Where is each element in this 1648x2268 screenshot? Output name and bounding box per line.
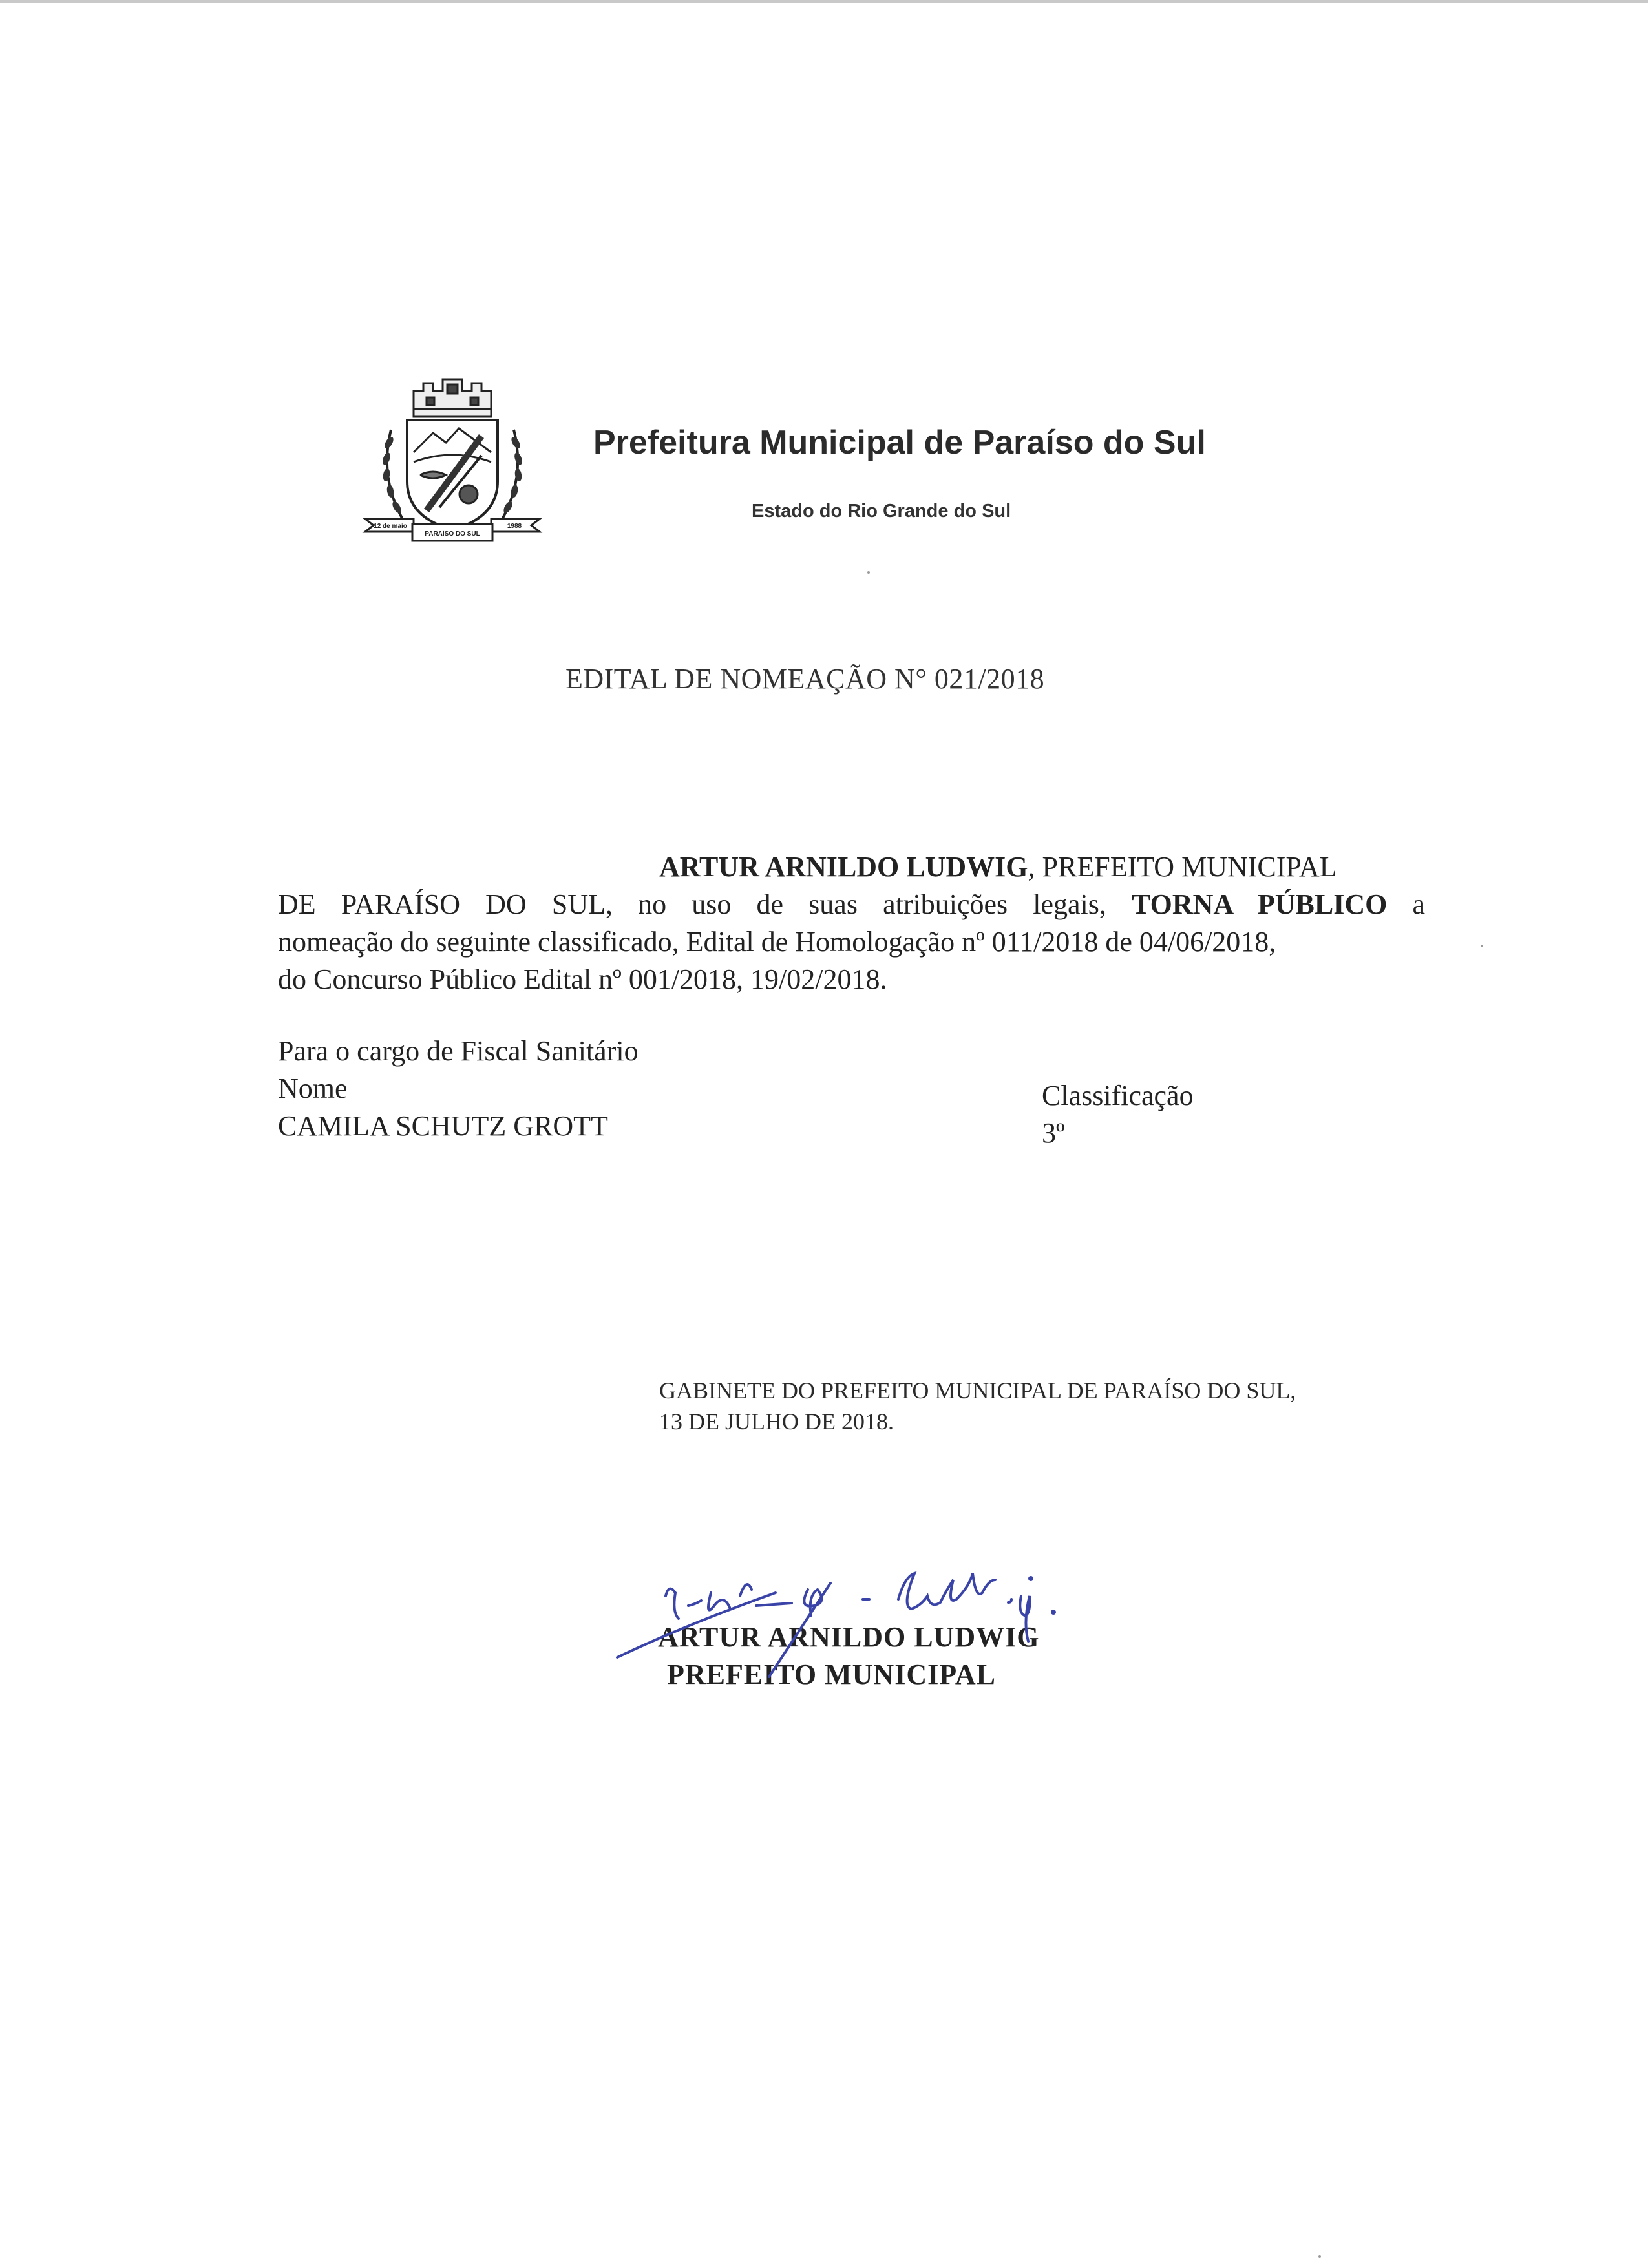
page-top-edge <box>0 0 1648 3</box>
body-line-2-start: DE PARAÍSO DO SUL, no uso de suas atribuições legais, <box>278 888 1106 920</box>
scan-speck <box>1318 2255 1321 2258</box>
municipal-coat-of-arms-icon <box>362 372 543 556</box>
signatory-name: ARTUR ARNILDO LUDWIG <box>658 1621 1040 1653</box>
mayor-name-bold: ARTUR ARNILDO LUDWIG <box>659 851 1028 883</box>
name-column-header: Nome <box>278 1073 348 1104</box>
crest-banner-left: 12 de maio <box>374 523 407 530</box>
state-subtitle: Estado do Rio Grande do Sul <box>752 501 1011 521</box>
municipality-title: Prefeitura Municipal de Paraíso do Sul <box>593 424 1206 461</box>
crest-banner-center: PARAÍSO DO SUL <box>425 530 480 538</box>
body-line-2-end: a <box>1412 888 1426 920</box>
issuing-office-date <box>659 1375 1296 1437</box>
scan-speck <box>867 571 870 574</box>
position-label: Para o cargo de Fiscal Sanitário <box>278 1035 639 1067</box>
handwritten-signature-icon <box>607 1567 1137 1690</box>
issuing-office-line: GABINETE DO PREFEITO MUNICIPAL DE PARAÍSO DO SUL, <box>659 1378 1296 1403</box>
body-line-1 <box>278 848 1425 886</box>
signatory-role: PREFEITO MUNICIPAL <box>667 1659 996 1690</box>
issue-date-line: 13 DE JULHO DE 2018. <box>659 1409 894 1434</box>
edital-body-paragraph <box>278 848 1425 998</box>
mayor-title-text: , PREFEITO MUNICIPAL <box>1028 851 1337 883</box>
rank-column-header: Classificação <box>1042 1080 1194 1111</box>
body-line-2 <box>278 886 1425 923</box>
torna-publico-bold: TORNA PÚBLICO <box>1132 888 1388 920</box>
edital-title: EDITAL DE NOMEAÇÃO N° 021/2018 <box>565 663 1045 695</box>
body-line-3: nomeação do seguinte classificado, Edital de Homologação nº 011/2018 de 04/06/2018, <box>278 926 1276 958</box>
crest-banner-right: 1988 <box>507 523 522 530</box>
candidate-rank: 3º <box>1042 1117 1065 1149</box>
candidate-name: CAMILA SCHUTZ GROTT <box>278 1110 608 1142</box>
scan-speck <box>1481 945 1483 947</box>
body-line-4: do Concurso Público Edital nº 001/2018, 19/02/2018. <box>278 963 887 995</box>
